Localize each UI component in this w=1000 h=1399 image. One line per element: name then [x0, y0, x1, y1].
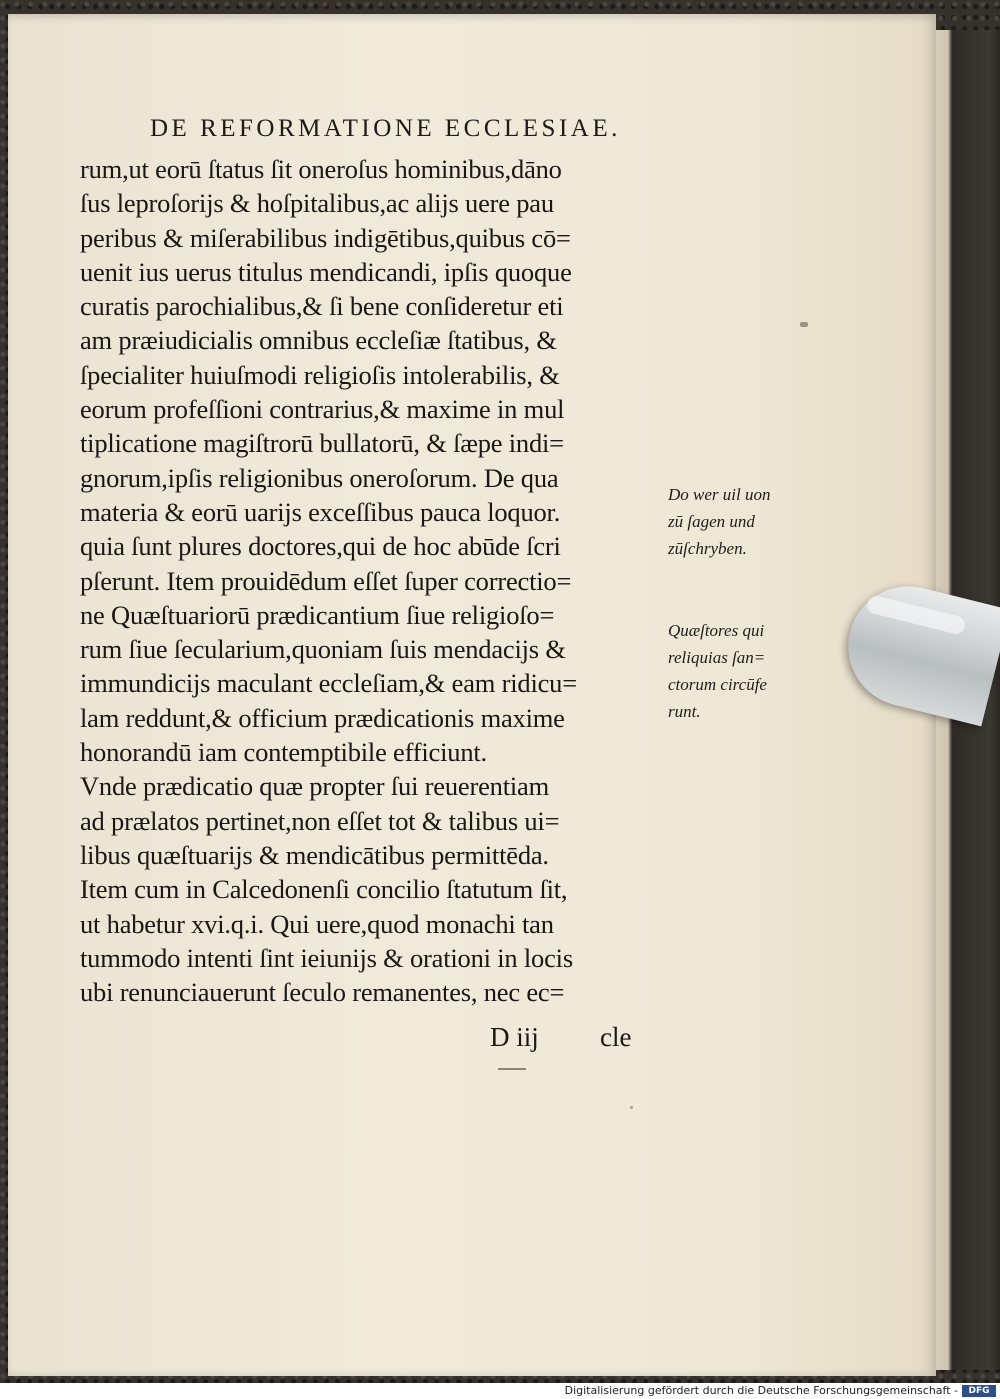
text-line: gnorum,ipſis religionibus oneroſorum. De qua: [80, 462, 559, 493]
text-line: libus quæſtuarijs & mendicātibus permittēda.: [80, 839, 549, 870]
marginal-line: zū ſagen und: [668, 512, 755, 531]
text-line: am præiudicialis omnibus eccleſiæ ſtatibus, &: [80, 325, 557, 356]
text-line: eorum profeſſioni contrarius,& maxime in mul: [80, 394, 565, 425]
text-line: curatis parochialibus,& ſi bene conſideretur eti: [80, 291, 564, 322]
text-line: ſus leproſorijs & hoſpitalibus,ac alijs uere pau: [80, 188, 554, 219]
main-text-block: [80, 152, 675, 1009]
text-line: peribus & miſerabilibus indigētibus,quibus cō=: [80, 222, 571, 253]
text-line: tummodo intenti ſint ieiunijs & orationi in locis: [80, 942, 573, 973]
underline-mark: [498, 1068, 526, 1070]
catchword: cle: [600, 1022, 632, 1052]
signature-mark: D iij: [490, 1022, 539, 1052]
text-line: uenit ius uerus titulus mendicandi, ipſis quoque: [80, 256, 572, 287]
running-head: DE REFORMATIONE ECCLESIAE.: [150, 115, 621, 142]
marginal-note-1: [668, 481, 813, 562]
text-line: materia & eorū uarijs exceſſibus pauca loquor.: [80, 496, 561, 527]
marginal-line: zūſchryben.: [668, 539, 747, 558]
marginal-line: reliquias ſan=: [668, 648, 766, 667]
text-line: quia ſunt plures doctores,qui de hoc abūde ſcri: [80, 531, 561, 562]
text-line: ne Quæſtuariorū prædicantium ſiue religioſo=: [80, 599, 555, 630]
text-line: ad prælatos pertinet,non eſſet tot & talibus ui=: [80, 805, 560, 836]
text-line: ubi renunciauerunt ſeculo remanentes, nec ec=: [80, 977, 565, 1008]
funding-credit: Digitalisierung gefördert durch die Deutsche Forschungsgemeinschaft -: [564, 1384, 958, 1397]
text-line: ſpecialiter huiuſmodi religioſis intolerabilis, &: [80, 359, 560, 390]
footer-bar: [0, 1383, 1000, 1399]
text-line: immundicijs maculant eccleſiam,& eam ridicu=: [80, 668, 577, 699]
text-line: lam reddunt,& officium prædicationis maxime: [80, 702, 565, 733]
paper-speck: [800, 322, 808, 327]
marginal-line: Quæſtores qui: [668, 621, 765, 640]
text-line: honorandū iam contemptibile efficiunt.: [80, 737, 487, 768]
text-line: ut habetur xvi.q.i. Qui uere,quod monachi tan: [80, 908, 554, 939]
text-line: tiplicatione magiſtrorū bullatorū, & ſæpe indi=: [80, 428, 564, 459]
text-line: rum,ut eorū ſtatus ſit oneroſus hominibus,dāno: [80, 154, 562, 184]
text-line: rum ſiue ſecularium,quoniam ſuis mendacijs &: [80, 634, 566, 665]
paper-speck: [630, 1106, 633, 1109]
text-line: Item cum in Calcedonenſi concilio ſtatutum ſit,: [80, 874, 568, 905]
signature-line: [490, 1022, 670, 1053]
marginal-line: Do wer uil uon: [668, 485, 771, 504]
text-line: Vnde prædicatio quæ propter ſui reuerentiam: [80, 771, 549, 802]
dfg-logo: DFG: [962, 1385, 996, 1397]
text-line: pſerunt. Item prouidēdum eſſet ſuper correctio=: [80, 565, 572, 596]
marginal-line: ctorum circūfe: [668, 675, 767, 694]
marginal-note-2: [668, 617, 813, 725]
marginal-line: runt.: [668, 702, 701, 721]
